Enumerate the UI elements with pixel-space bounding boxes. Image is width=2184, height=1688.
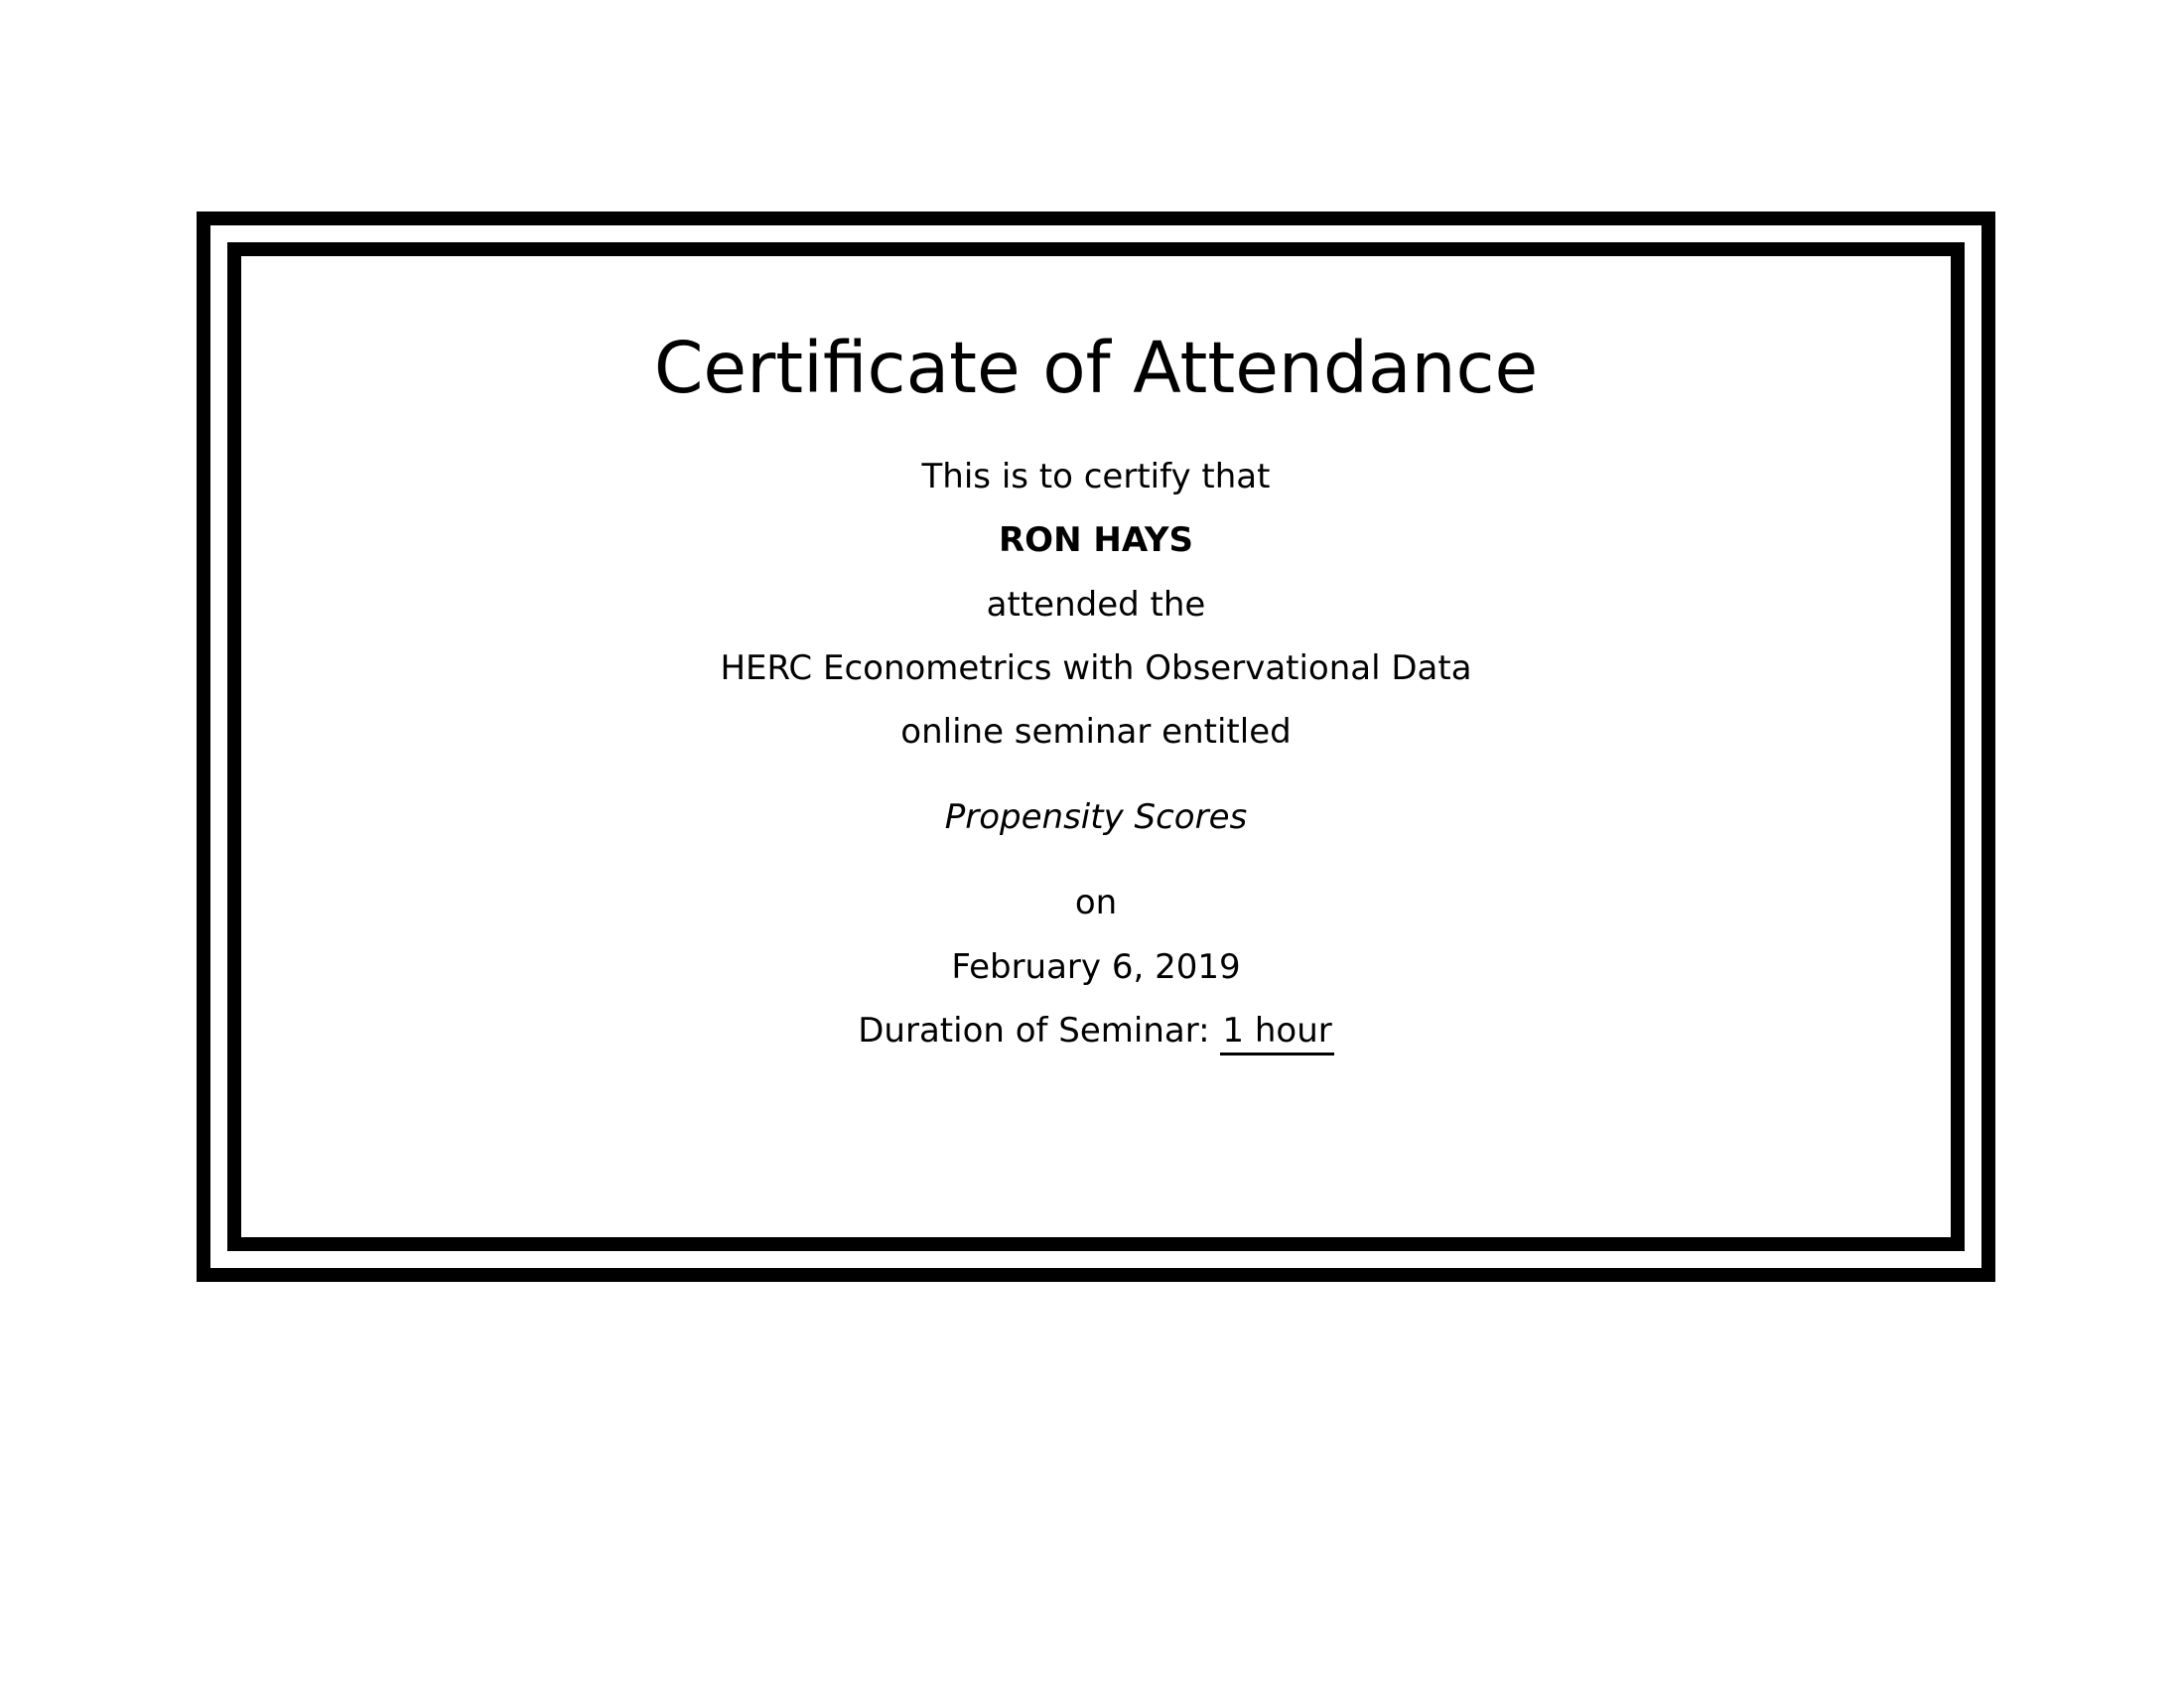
- seminar-date: February 6, 2019: [951, 947, 1241, 987]
- on-text: on: [1074, 883, 1118, 922]
- duration-value: 1 hour: [1220, 1013, 1333, 1055]
- certify-intro-text: This is to certify that: [921, 457, 1271, 496]
- certificate-title: Certificate of Attendance: [653, 327, 1539, 409]
- certificate-inner-border: [227, 242, 1965, 1251]
- duration-label: Duration of Seminar:: [858, 1011, 1210, 1051]
- attended-text: attended the: [986, 585, 1206, 625]
- attendee-name: RON HAYS: [999, 520, 1193, 560]
- certificate-outer-border: [197, 211, 1995, 1282]
- seminar-title: Propensity Scores: [944, 797, 1248, 837]
- program-name: HERC Econometrics with Observational Data: [720, 648, 1472, 688]
- duration-line: [241, 1011, 1951, 1055]
- seminar-description: online seminar entitled: [900, 712, 1292, 752]
